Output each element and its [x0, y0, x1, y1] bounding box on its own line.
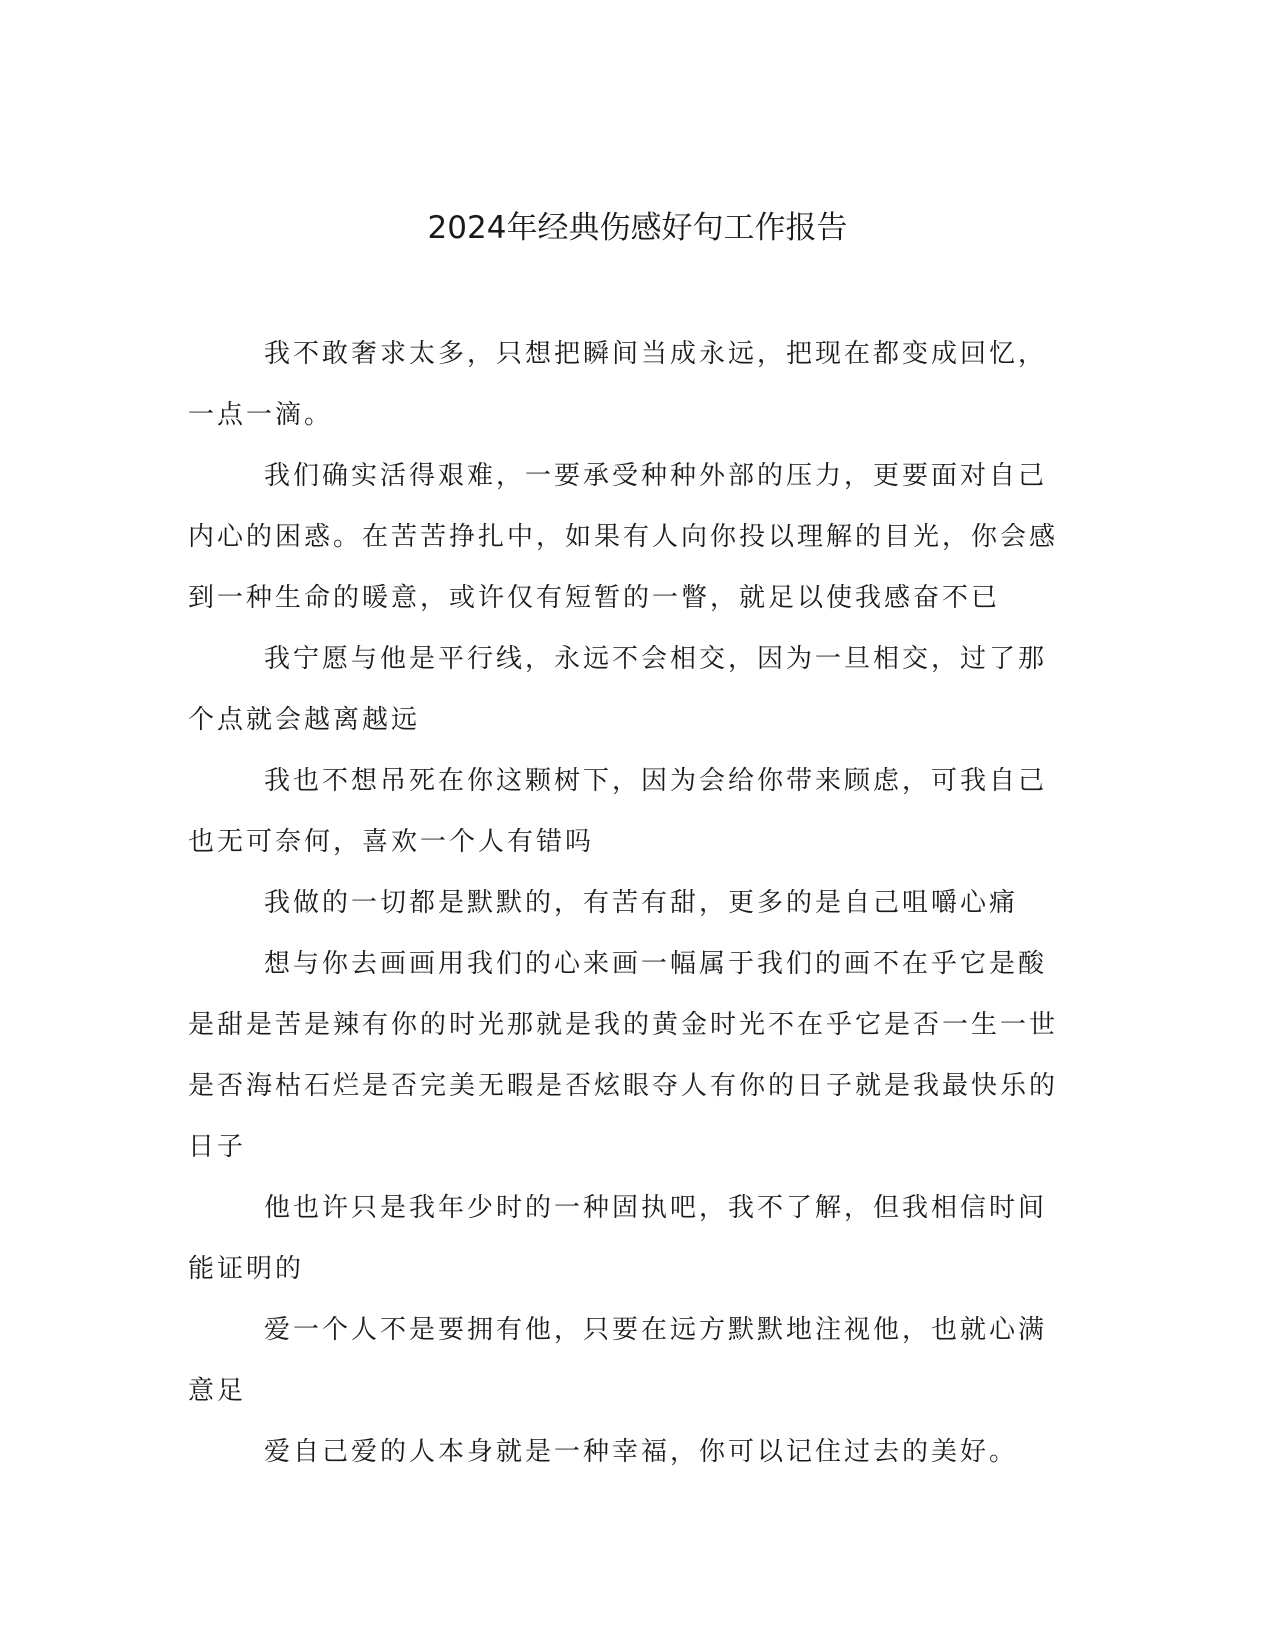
document-title: 2024年经典伤感好句工作报告 [427, 210, 848, 246]
paragraph: 他也许只是我年少时的一种固执吧，我不了解，但我相信时间能证明的 [188, 1193, 1048, 1284]
paragraph: 我做的一切都是默默的，有苦有甜，更多的是自己咀嚼心痛 [264, 888, 1019, 918]
paragraph: 爱自己爱的人本身就是一种幸福，你可以记住过去的美好。 [264, 1437, 1019, 1467]
paragraph: 想与你去画画用我们的心来画一幅属于我们的画不在乎它是酸是甜是苦是辣有你的时光那就是我的黄金时光不在乎它是否一生一世是否海枯石烂是否完美无暇是否炫眼夺人有你的日子就是我最快乐的日子 [188, 949, 1059, 1162]
paragraph: 我宁愿与他是平行线，永远不会相交，因为一旦相交，过了那个点就会越离越远 [188, 644, 1048, 735]
paragraph: 我也不想吊死在你这颗树下，因为会给你带来顾虑，可我自己也无可奈何，喜欢一个人有错吗 [188, 766, 1048, 857]
paragraph: 我们确实活得艰难，一要承受种种外部的压力，更要面对自己内心的困惑。在苦苦挣扎中，如果有人向你投以理解的目光，你会感到一种生命的暖意，或许仅有短暂的一瞥，就足以使我感奋不已 [188, 461, 1059, 613]
paragraph: 我不敢奢求太多，只想把瞬间当成永远，把现在都变成回忆，一点一滴。 [188, 339, 1048, 430]
document-body [188, 324, 1068, 1483]
paragraph: 爱一个人不是要拥有他，只要在远方默默地注视他，也就心满意足 [188, 1315, 1048, 1406]
